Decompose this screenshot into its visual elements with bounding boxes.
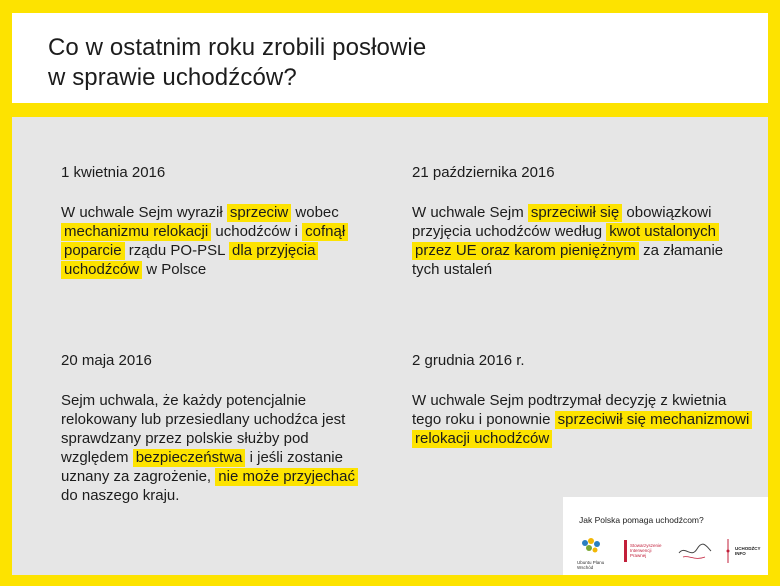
entry-text: wobec [291,204,339,221]
entry-text: W uchwale Sejm podtrzymał decyzję z kwietnia tego roku i ponownie [412,392,727,428]
entry-text: rządu PO-PSL [124,242,230,259]
entry-date: 1 kwietnia 2016 [61,164,166,181]
promo-box[interactable] [563,497,768,575]
header [12,13,768,103]
entry-body [412,203,742,279]
partner-logo-b-text: Stowarzyszenie Interwencji Prawnej [630,543,662,558]
entry-text: obowiązkowi przyjęcia uchodźców według [412,204,712,240]
entry-date: 2 grudnia 2016 r. [412,352,525,369]
partner-logo-d-text: UCHODŹCY INFO [735,546,761,556]
highlighted-text: bezpieczeństwa [133,449,246,467]
entry-date: 20 maja 2016 [61,352,152,369]
signature-logo-icon [675,537,715,565]
timeline-entry [412,163,742,279]
highlighted-text: mechanizmu relokacji [61,223,211,241]
entry-text: W uchwale Sejm [412,204,528,221]
partner-logo-c[interactable] [675,537,715,567]
highlighted-text: cofnął poparcie [61,223,348,260]
partner-logo-b[interactable] [623,537,665,567]
accent-bar [12,103,404,117]
entry-text: W uchwale Sejm wyraził [61,204,227,221]
highlighted-text: kwot ustalonych przez UE oraz karom pieniężnym [412,223,719,260]
highlighted-text: nie może przyjechać [215,468,358,486]
partner-logos [577,537,762,570]
timeline-entry [412,351,752,448]
page-title [48,33,426,93]
entry-text: i jeśli zostanie uznany za zagrożenie, [61,449,343,485]
entry-text: za złamanie tych ustaleń [412,242,724,278]
entry-text: do naszego kraju. [61,487,180,504]
partner-logo-a-text: Ubuntu Planu Wschód [577,560,605,570]
divider-logo-icon [723,537,733,565]
highlighted-text: sprzeciwił się [528,204,622,222]
dots-logo-icon [577,537,613,555]
highlighted-text: sprzeciwił się mechanizmowi relokacji uchodźców [412,411,752,448]
entry-text: Sejm uchwala, że każdy potencjalnie relokowany lub przesiedlany uchodźca jest sprawdzany przez polskie służby pod względem [61,392,346,466]
promo-title: Jak Polska pomaga uchodźcom? [579,515,704,525]
entry-body [412,391,752,448]
entry-text: w Polsce [142,261,207,278]
entry-body [61,391,361,505]
title-line-1: Co w ostatnim roku zrobili posłowie [48,34,427,61]
highlighted-text: sprzeciw [227,204,291,222]
timeline-entry [61,351,361,505]
entry-date: 21 października 2016 [412,164,555,181]
highlighted-text: dla przyjęcia uchodźców [61,242,318,279]
partner-logo-d[interactable] [723,537,765,567]
title-line-2: w sprawie uchodźców? [48,64,297,91]
entry-body [61,203,361,279]
timeline-entry [61,163,361,279]
partner-logo-a[interactable] [577,537,613,570]
entry-text: uchodźców i [211,223,303,240]
